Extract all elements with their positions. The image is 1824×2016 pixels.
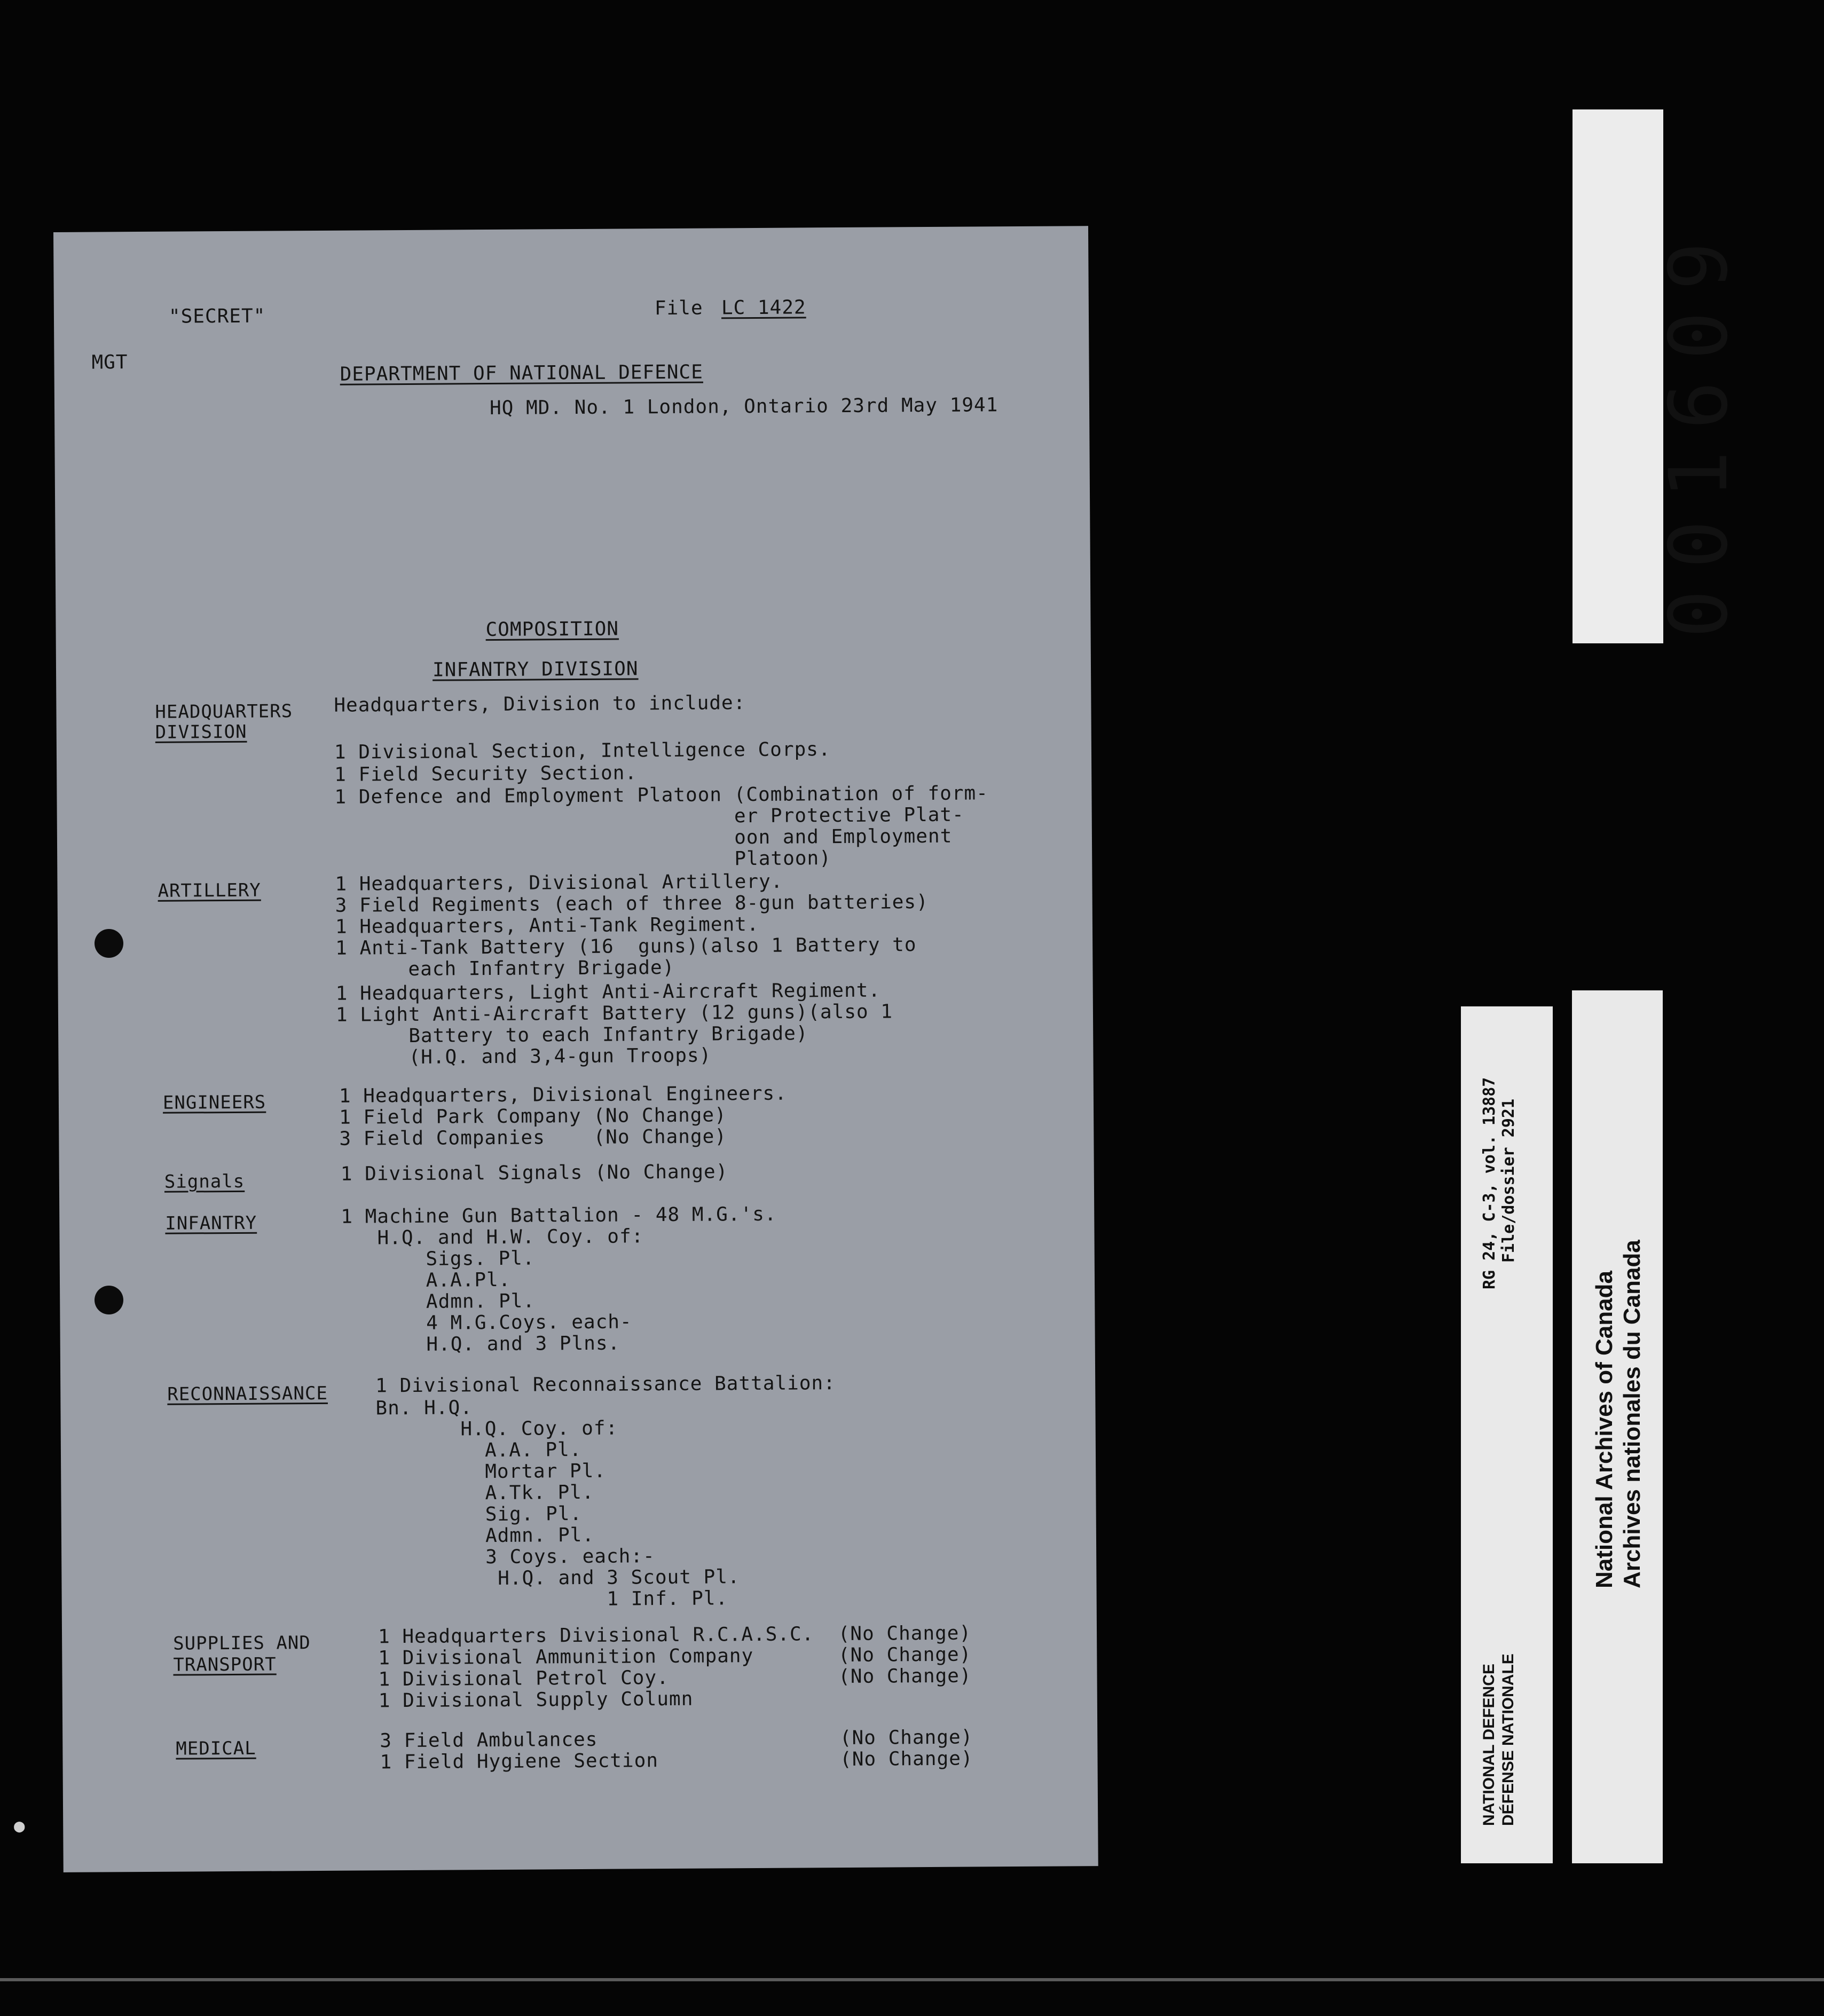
archive-reference-strip: [1461, 1006, 1553, 1863]
recce-item: A.Tk. Pl.: [376, 1481, 594, 1505]
department-en: NATIONAL DEFENCE: [1480, 1664, 1498, 1826]
engineers-item: 3 Field Companies (No Change): [339, 1125, 727, 1150]
recce-item: 3 Coys. each:-: [376, 1545, 655, 1569]
hq-label-line-2: DIVISION: [155, 721, 247, 743]
infantry-item: H.Q. and 3 Plns.: [341, 1332, 620, 1356]
artillery-item: Battery to each Infantry Brigade): [336, 1022, 808, 1048]
artillery-item: 1 Headquarters, Light Anti-Aircraft Regiment.: [335, 979, 881, 1005]
file-number: LC 1422: [721, 296, 806, 319]
infantry-item: Sigs. Pl.: [341, 1247, 535, 1271]
artillery-item: 1 Anti-Tank Battery (16 guns)(also 1 Battery to: [335, 934, 917, 959]
hq-label-line-1: HEADQUARTERS: [155, 700, 293, 723]
infantry-item: 1 Machine Gun Battalion - 48 M.G.'s.: [341, 1203, 777, 1228]
initials: MGT: [91, 351, 128, 374]
signals-item: 1 Divisional Signals (No Change): [340, 1161, 728, 1185]
recce-item: Bn. H.Q.: [375, 1397, 473, 1420]
national-archives-strip: [1572, 990, 1663, 1863]
recce-item: Sig. Pl.: [376, 1502, 583, 1526]
supplies-item: 1 Divisional Petrol Coy. (No Change): [378, 1665, 972, 1691]
frame-number-strip: [1573, 109, 1746, 643]
reconnaissance-label: RECONNAISSANCE: [167, 1382, 328, 1405]
supplies-item: 1 Divisional Ammunition Company (No Change): [378, 1643, 972, 1670]
infantry-item: A.A.Pl.: [341, 1269, 511, 1292]
punch-hole: [95, 1286, 123, 1314]
artillery-item: 1 Headquarters, Divisional Artillery.: [335, 870, 783, 895]
archive-reference-1: RG 24, C-3, vol. 13887: [1480, 1077, 1499, 1289]
division-title: INFANTRY DIVISION: [432, 658, 639, 681]
artillery-item: (H.Q. and 3,4-gun Troops): [336, 1044, 712, 1069]
origin-line: HQ MD. No. 1 London, Ontario 23rd May 1941: [489, 394, 999, 420]
engineers-label: ENGINEERS: [162, 1091, 266, 1114]
hq-item: er Protective Plat-: [334, 804, 964, 830]
archive-reference-2: File/dossier 2921: [1499, 1098, 1518, 1263]
supplies-label-line-1: SUPPLIES AND: [173, 1632, 311, 1655]
recce-item: A.A. Pl.: [375, 1438, 582, 1462]
recce-item: Mortar Pl.: [376, 1460, 607, 1484]
national-archives-fr: Archives nationales du Canada: [1619, 1240, 1645, 1588]
medical-label: MEDICAL: [176, 1737, 256, 1760]
artillery-item: each Infantry Brigade): [335, 956, 675, 981]
supplies-item: 1 Divisional Supply Column: [378, 1688, 694, 1712]
file-label: File: [654, 297, 703, 320]
hq-item: oon and Employment: [334, 825, 953, 851]
infantry-item: 4 M.G.Coys. each-: [341, 1311, 632, 1335]
department-heading: DEPARTMENT OF NATIONAL DEFENCE: [340, 361, 703, 385]
document-page: [53, 226, 1098, 1872]
artillery-item: 3 Field Regiments (each of three 8-gun batteries): [335, 891, 929, 917]
artillery-label: ARTILLERY: [158, 879, 261, 902]
hq-item: 1 Defence and Employment Platoon (Combination of form-: [334, 782, 988, 808]
engineers-item: 1 Headquarters, Divisional Engineers.: [339, 1082, 787, 1107]
recce-item: 1 Inf. Pl.: [376, 1587, 728, 1612]
recce-item: 1 Divisional Reconnaissance Battalion:: [375, 1372, 836, 1397]
composition-title: COMPOSITION: [485, 618, 619, 641]
secret-marking: "SECRET": [168, 305, 266, 328]
hq-item: 1 Field Security Section.: [334, 762, 638, 786]
supplies-label-line-2: TRANSPORT: [173, 1653, 277, 1676]
recce-item: Admn. Pl.: [376, 1524, 595, 1548]
national-archives-en: National Archives of Canada: [1591, 1271, 1617, 1588]
department-fr: DÉFENSE NATIONALE: [1499, 1653, 1517, 1826]
punch-hole: [95, 929, 123, 958]
hq-item: Platoon): [335, 847, 831, 872]
frame-number: 001609: [1653, 220, 1746, 638]
infantry-item: Admn. Pl.: [341, 1290, 536, 1313]
hq-item: 1 Divisional Section, Intelligence Corps.: [334, 738, 831, 763]
medical-item: 1 Field Hygiene Section (No Change): [380, 1747, 973, 1774]
film-edge-line: [0, 1978, 1824, 1981]
engineers-item: 1 Field Park Company (No Change): [339, 1104, 727, 1129]
supplies-item: 1 Headquarters Divisional R.C.A.S.C. (No Change): [378, 1622, 972, 1648]
infantry-item: H.Q. and H.W. Coy. of:: [341, 1225, 644, 1249]
infantry-label: INFANTRY: [165, 1212, 257, 1234]
hq-intro: Headquarters, Division to include:: [334, 692, 746, 716]
artillery-item: 1 Headquarters, Anti-Tank Regiment.: [335, 913, 759, 938]
recce-item: H.Q. and 3 Scout Pl.: [376, 1566, 740, 1590]
signals-label: Signals: [164, 1170, 245, 1193]
medical-item: 3 Field Ambulances (No Change): [380, 1726, 973, 1752]
artillery-item: 1 Light Anti-Aircraft Battery (12 guns)(also 1: [335, 1001, 893, 1026]
dust-speck: ●: [14, 1815, 25, 1837]
recce-item: H.Q. Coy. of:: [375, 1417, 618, 1441]
